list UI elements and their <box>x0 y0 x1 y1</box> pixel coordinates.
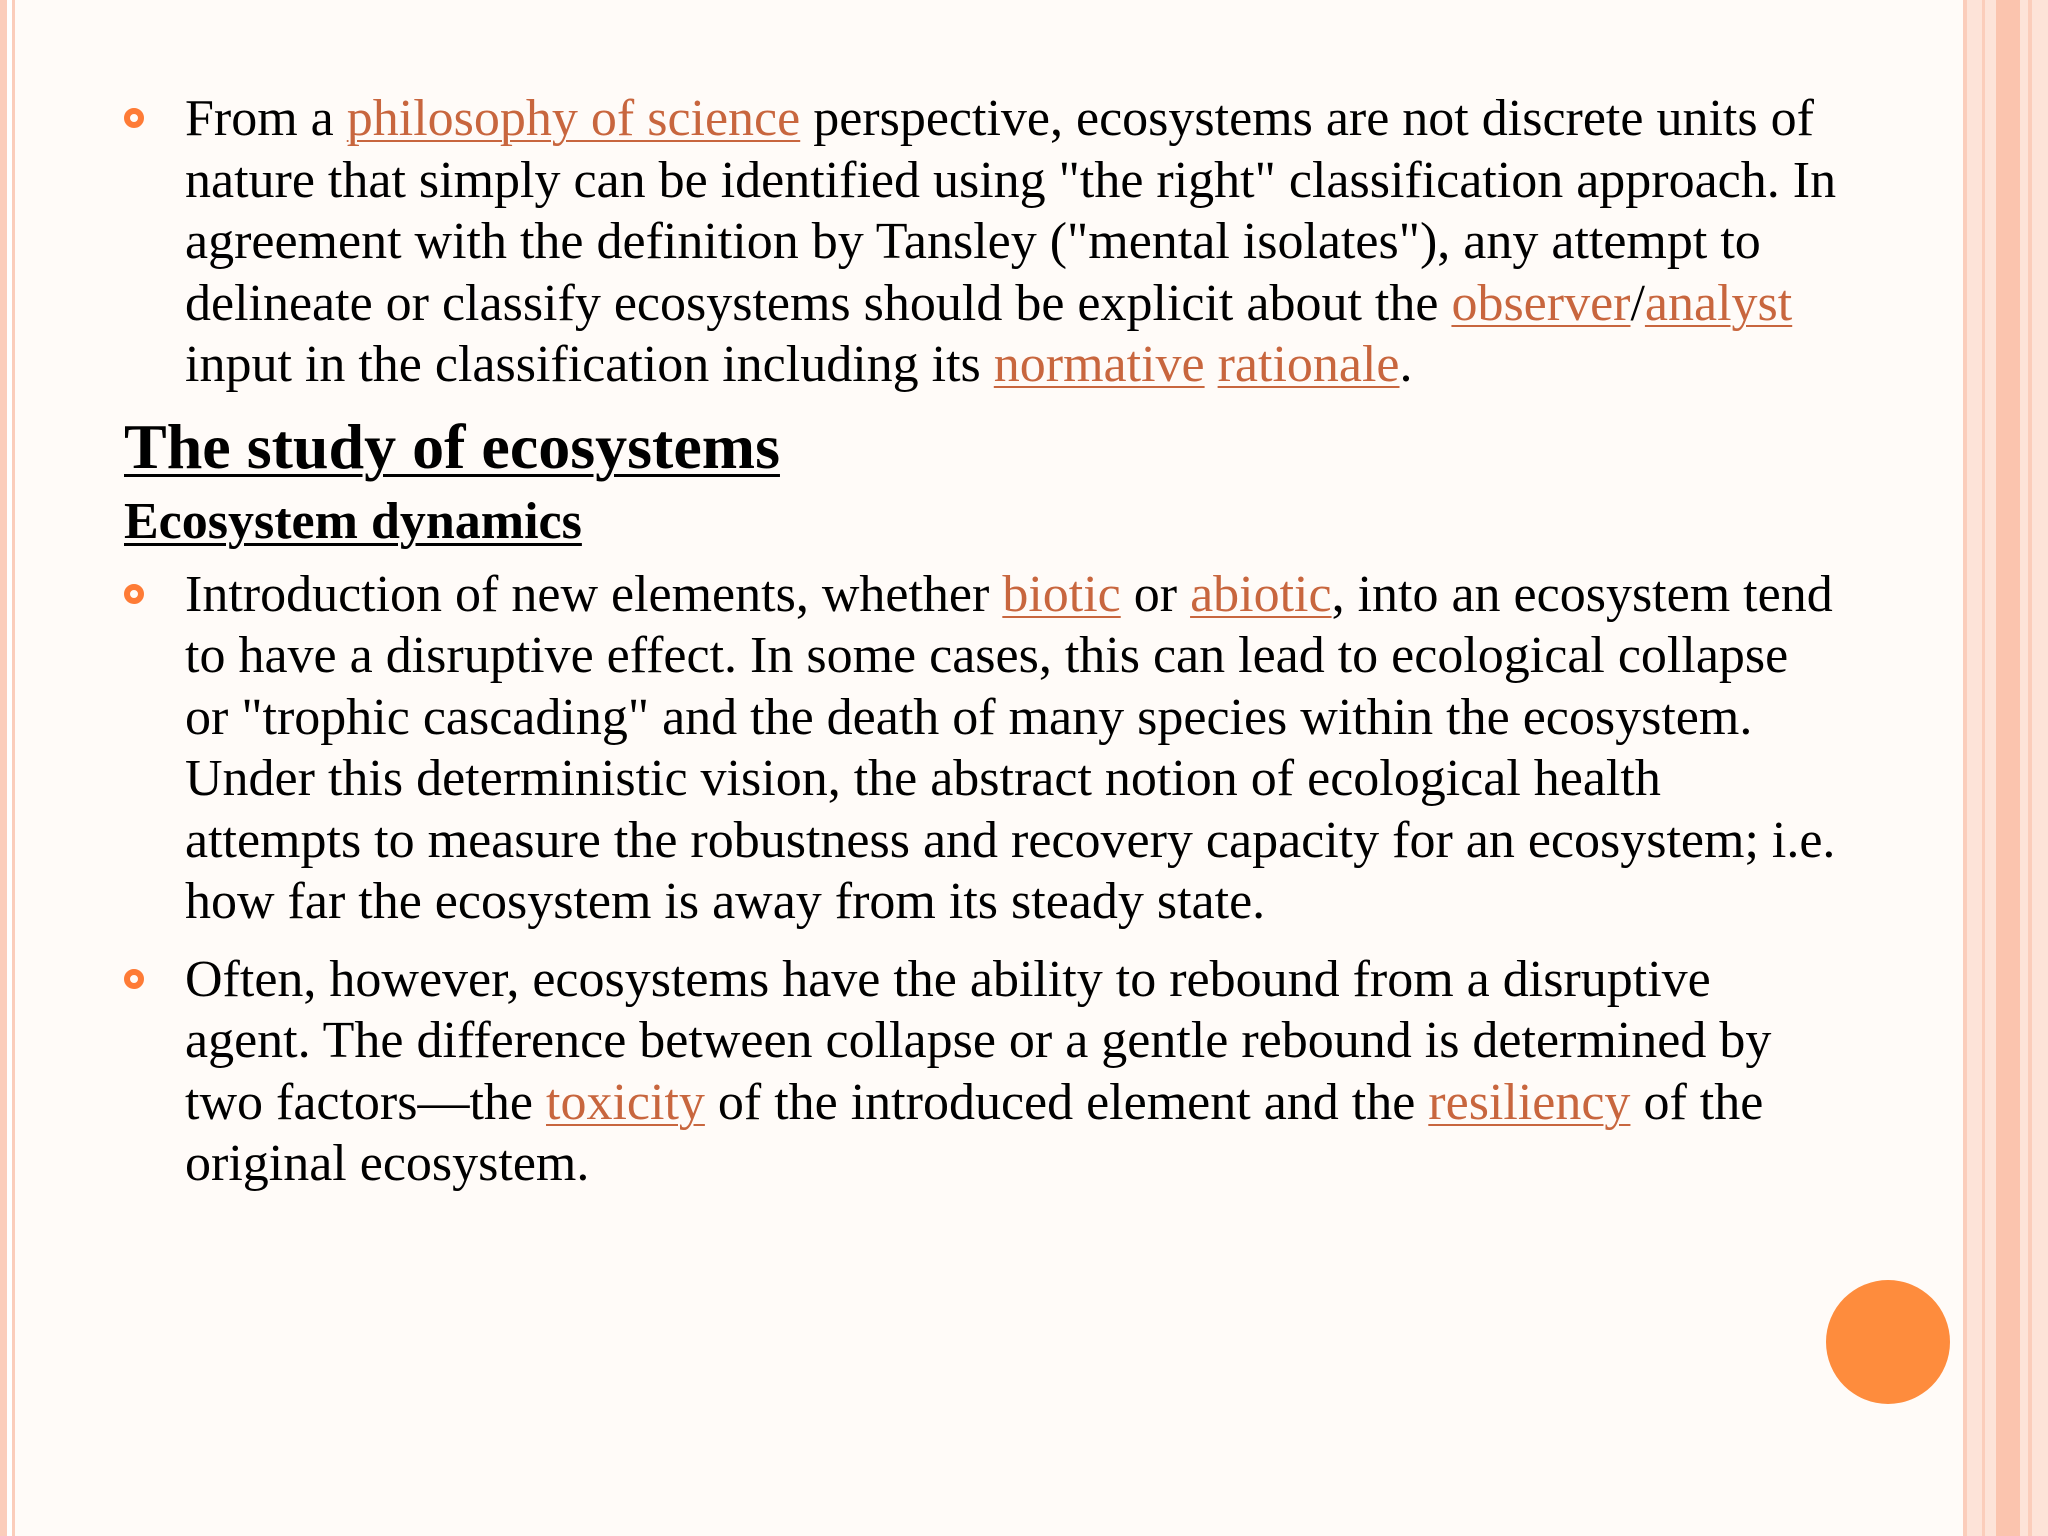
bullet-text: perspective, ecosystems are not discrete units of nature that simply can be identified using "the right" classification approach. In agreement with the definition by Tansley ("mental isolates"), any attempt to delineate or classify ecosystems should be explicit about the <box>185 90 1837 332</box>
bullet-text: , into an ecosystem tend to have a disruptive effect. In some cases, this can lead to ecological collapse or "trophic cascading" and the death of many species within the ecosystem. Under this deterministic vision, the abstract notion of ecological health attempts to measure the robustness and recovery capacity for an ecosystem; i.e. how far the ecosystem is away from its steady state. <box>185 565 1836 930</box>
bullet-text: input in the classification including its <box>185 336 994 393</box>
link-philosophy-of-science[interactable]: philosophy of science <box>346 90 801 147</box>
accent-circle-decoration <box>1826 1280 1950 1404</box>
bullet-text: From a <box>185 90 347 147</box>
hollow-circle-icon <box>124 969 144 989</box>
bullet-text: . <box>1399 336 1413 393</box>
frame-right-stripe <box>1982 0 1985 1536</box>
link-abiotic[interactable]: abiotic <box>1190 565 1332 623</box>
link-toxicity[interactable]: toxicity <box>546 1073 705 1131</box>
frame-left-border <box>0 0 7 1536</box>
link-rationale[interactable]: rationale <box>1217 336 1400 393</box>
bullet-new-elements <box>124 564 1844 933</box>
link-observer[interactable]: observer <box>1451 274 1631 332</box>
link-normative[interactable]: normative <box>993 336 1205 393</box>
bullet-rebound <box>124 949 1844 1195</box>
bullet-text <box>1205 336 1218 393</box>
hollow-circle-icon <box>124 584 144 604</box>
link-resiliency[interactable]: resiliency <box>1428 1073 1631 1131</box>
bullet-text: Introduction of new elements, whether <box>185 565 1003 623</box>
slide-content <box>124 88 1844 1195</box>
link-biotic[interactable]: biotic <box>1002 565 1121 623</box>
link-analyst[interactable]: analyst <box>1644 274 1793 332</box>
frame-right-stripe <box>2028 0 2032 1536</box>
bullet-text: / <box>1630 274 1645 332</box>
bullet-philosophy-of-science <box>124 88 1844 396</box>
bullet-text: of the original ecosystem. <box>185 1073 1764 1192</box>
section-heading: The study of ecosystems <box>124 410 780 482</box>
bullet-text: of the introduced element and the <box>704 1073 1429 1131</box>
frame-right-stripe <box>1996 0 2020 1536</box>
section-subheading: Ecosystem dynamics <box>124 492 582 550</box>
bullet-text: Often, however, ecosystems have the ability to rebound from a disruptive agent. The difference between collapse or a gentle rebound is determined by two factors—the <box>185 950 1772 1131</box>
bullet-text: or <box>1120 565 1191 623</box>
hollow-circle-icon <box>124 108 144 128</box>
